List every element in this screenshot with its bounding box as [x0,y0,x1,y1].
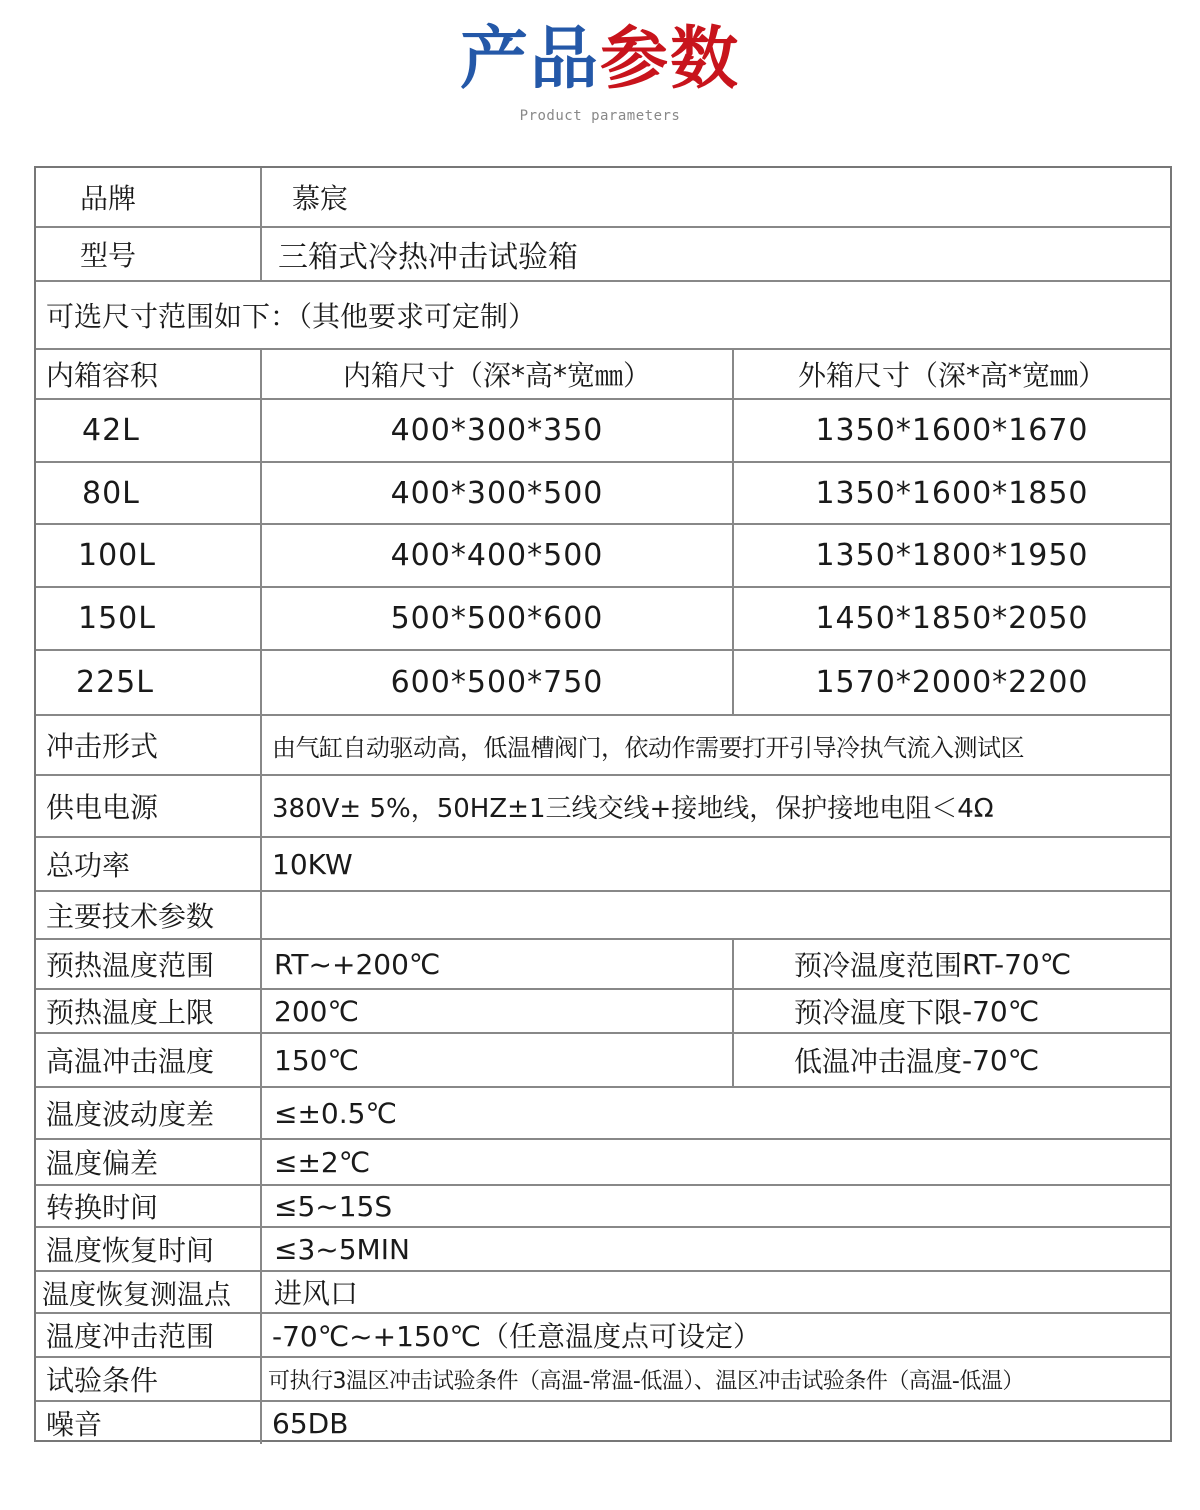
page-title [0,18,1200,102]
spec-value: ≤±0.5℃ [274,1096,397,1130]
spec-value: 由气缸自动驱动高，低温槽阀门，依动作需要打开引导冷执气流入测试区 [272,733,1024,762]
row-brand [36,168,1170,226]
spec-label: 温度冲击范围 [36,1314,262,1356]
spec-label: 供电电源 [36,776,262,836]
size-volume: 100L [36,525,262,586]
temp-value-2: RT-70℃ [962,947,1072,981]
size-inner: 400*400*500 [262,525,734,586]
row-model [36,226,1170,280]
temp-label-2: 预冷温度下限 [794,996,963,1029]
header-outer-size: 外箱尺寸（深*高*宽㎜） [797,359,1106,392]
spec-label: 温度波动度差 [36,1088,262,1138]
spec-value: 10KW [272,847,353,881]
size-outer: 1350*1600*1850 [815,475,1089,511]
header-inner-size: 内箱尺寸（深*高*宽㎜） [262,350,734,398]
row-main-params [36,890,1170,938]
temp-value: 150℃ [262,1034,734,1086]
size-row [36,649,1170,714]
size-outer: 1570*2000*2200 [815,665,1089,700]
row-size-note [36,280,1170,348]
spec-value: 进风口 [274,1277,359,1310]
spec-label: 冲击形式 [36,716,262,774]
spec-row [36,836,1170,890]
temp-value: RT~+200℃ [262,940,734,988]
temp-pair-right [734,940,1170,988]
spec-row [36,1086,1170,1138]
temp-label: 预热温度范围 [36,940,262,988]
size-row [36,523,1170,586]
brand-value: 慕宸 [292,182,349,215]
spec-label: 温度恢复测温点 [36,1272,262,1312]
brand-label: 品牌 [36,168,262,226]
size-inner: 400*300*500 [262,463,734,523]
size-volume: 42L [36,400,262,461]
model-label: 型号 [36,228,262,280]
spec-label: 温度恢复时间 [36,1228,262,1270]
main-params-label: 主要技术参数 [36,892,262,938]
model-value: 三箱式冷热冲击试验箱 [278,240,578,275]
size-note: 可选尺寸范围如下：（其他要求可定制） [46,300,537,333]
spec-row [36,1400,1170,1444]
spec-value: 65DB [272,1406,349,1440]
spec-row [36,1356,1170,1400]
temp-value-2: -70℃ [962,994,1040,1028]
spec-row [36,1270,1170,1312]
parameter-table [34,166,1172,1442]
temp-pair-row [36,1032,1170,1086]
size-table-header [36,348,1170,398]
size-inner: 600*500*750 [262,651,734,714]
page-subtitle: Product parameters [519,108,681,124]
spec-value: 可执行3温区冲击试验条件（高温-常温-低温）、温区冲击试验条件（高温-低温） [268,1368,1024,1394]
temp-value-2: -70℃ [962,1043,1040,1077]
temp-pair-row [36,988,1170,1032]
temp-label: 预热温度上限 [36,990,262,1032]
size-outer: 1350*1600*1670 [815,413,1089,448]
spec-label: 温度偏差 [36,1140,262,1184]
spec-value: 380V± 5%，50HZ±1三线交线+接地线，保护接地电阻＜4Ω [272,793,994,824]
size-row [36,461,1170,523]
size-outer: 1350*1800*1950 [815,538,1089,573]
size-volume: 150L [36,588,262,649]
spec-row [36,1226,1170,1270]
spec-row [36,714,1170,774]
size-row [36,586,1170,649]
spec-row [36,774,1170,836]
size-volume: 80L [36,463,262,523]
spec-value: ≤5~15S [274,1189,393,1223]
temp-label-2: 低温冲击温度 [794,1045,963,1078]
size-outer: 1450*1850*2050 [815,601,1089,636]
size-row [36,398,1170,461]
spec-value: -70℃~+150℃（任意温度点可设定） [272,1320,761,1353]
temp-value: 200℃ [262,990,734,1032]
header-inner-volume: 内箱容积 [36,350,262,398]
temp-pair-row [36,938,1170,988]
title-part-red: 参数 [600,20,741,99]
spec-label: 总功率 [36,838,262,890]
spec-label: 转换时间 [36,1186,262,1226]
size-inner: 500*500*600 [262,588,734,649]
temp-label: 高温冲击温度 [36,1034,262,1086]
spec-row [36,1138,1170,1184]
temp-label-2: 预冷温度范围 [794,949,963,982]
title-part-blue: 产品 [459,20,600,99]
spec-value: ≤±2℃ [274,1145,371,1179]
spec-label: 噪音 [36,1402,262,1444]
size-inner: 400*300*350 [262,400,734,461]
size-volume: 225L [36,651,262,714]
temp-pair-right [734,990,1170,1032]
spec-row [36,1312,1170,1356]
spec-label: 试验条件 [36,1358,262,1400]
spec-row [36,1184,1170,1226]
spec-value: ≤3~5MIN [274,1232,410,1266]
temp-pair-right [734,1034,1170,1086]
